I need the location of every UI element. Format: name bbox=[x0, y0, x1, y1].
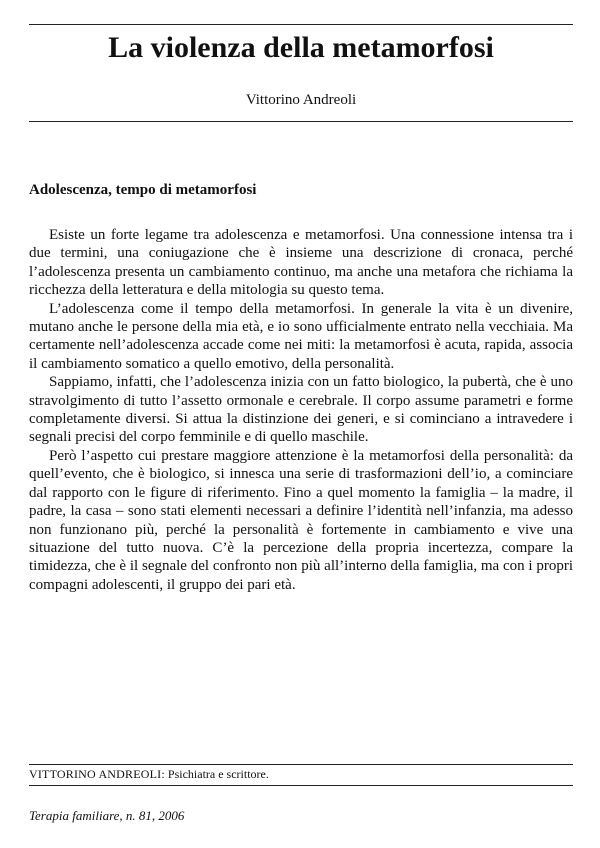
author-note-name: VITTORINO ANDREOLI: bbox=[29, 767, 165, 781]
footer-top-rule bbox=[29, 764, 573, 765]
author-name: Vittorino Andreoli bbox=[245, 92, 357, 108]
paragraph: Però l’aspetto cui prestare maggiore attenzione è la metamorfosi della personalità: da quell’evento, che è biologico, si innesca una serie di trasformazioni dell’io, a cominciare dal rapporto con le figure di riferimento. Fino a quel momento la famiglia – la madre, il padre, la casa – sono stati elementi necessari a definire l’identità nell’infanzia, ma adesso non funzionano più, perché la personalità è fortemente in cambiamento e vive una situazione del tutto nuova. C’è la percezione della propria incertezza, compare la timidezza, che è il segnale del confronto non più all’interno della famiglia, ma con i propri compagni adolescenti, il gruppo dei pari età. bbox=[29, 447, 573, 593]
journal-citation: Terapia familiare, n. 81, 2006 bbox=[29, 808, 185, 823]
article-body bbox=[29, 226, 573, 594]
footer-bottom-rule bbox=[29, 785, 573, 786]
article-title: La violenza della metamorfosi bbox=[108, 31, 494, 64]
top-rule bbox=[29, 24, 573, 25]
header-rule bbox=[29, 121, 573, 122]
author-note-role: Psichiatra e scrittore. bbox=[164, 767, 269, 781]
paragraph: L’adolescenza come il tempo della metamorfosi. In generale la vita è un divenire, mutano anche le persone della mia età, e io sono ufficialmente entrato nella vecchiaia. Ma certamente nell’adolescenza accade come nei miti: la metamorfosi è acuta, rapida, associa il cambiamento somatico a quello emotivo, della personalità. bbox=[29, 300, 573, 372]
paragraph: Sappiamo, infatti, che l’adolescenza inizia con un fatto biologico, la pubertà, che è uno stravolgimento di tutto l’assetto ormonale e cerebrale. Il corpo assume parametri e forme completamente diversi. Si attua la distinzione dei generi, e si cominciano a intravedere i segnali precisi del corpo femminile e di quello maschile. bbox=[29, 374, 573, 446]
section-heading: Adolescenza, tempo di metamorfosi bbox=[29, 182, 257, 198]
paragraph: Esiste un forte legame tra adolescenza e metamorfosi. Una connessione intensa tra i due termini, una coniugazione che è insieme una descrizione di cronaca, perché l’adolescenza presenta un cambiamento continuo, ma anche una metafora che richiama la ricchezza della letteratura e della mitologia su questo tema. bbox=[29, 227, 573, 299]
author-note bbox=[29, 766, 573, 783]
